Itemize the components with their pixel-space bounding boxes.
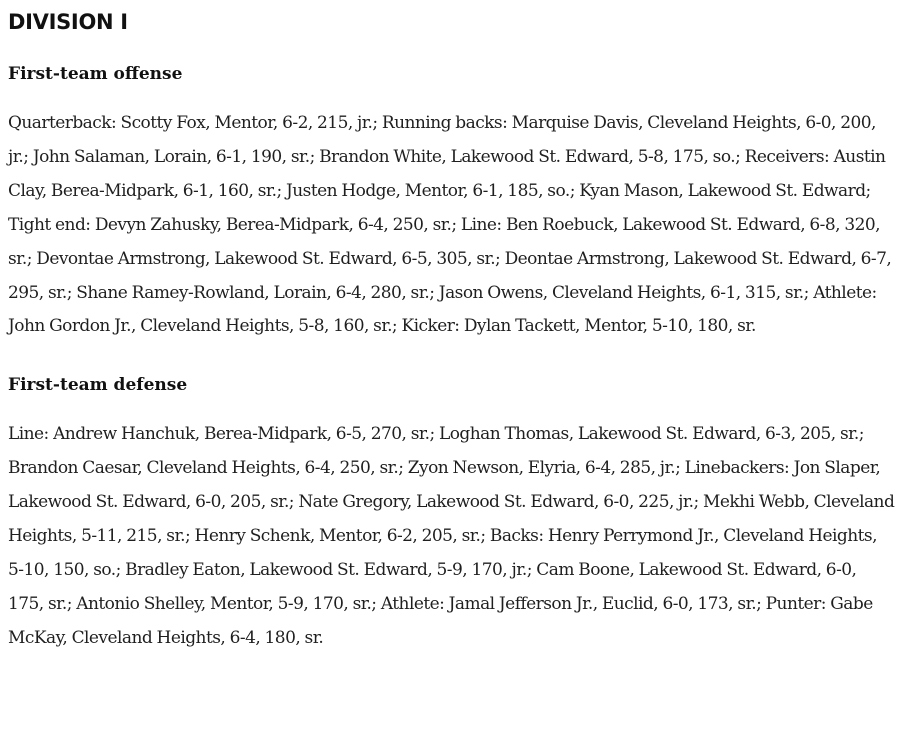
division-title: DIVISION I (8, 10, 128, 34)
offense-roster-text: Quarterback: Scotty Fox, Mentor, 6-2, 215, jr.; Running backs: Marquise Davis, Cleveland Heights, 6-0, 200, jr.; John Salaman, Lorain, 6-1, 190, sr.; Brandon White, Lakewood St. Edward, 5-8, 175, so.; Receivers: Austin Clay, Berea-Midpark, 6-1, 160, sr.; Justen Hodge, Mentor, 6-1, 185, so.; Kyan Mason, Lakewood St. Edward; Tight end: Devyn Zahusky, Berea-Midpark, 6-4, 250, sr.; Line: Ben Roebuck, Lakewood St. Edward, 6-8, 320, sr.; Devontae Armstrong, Lakewood St. Edward, 6-5, 305, sr.; Deontae Armstrong, Lakewood St. Edward, 6-7, 295, sr.; Shane Ramey-Rowland, Lorain, 6-4, 280, sr.; Jason Owens, Cleveland Heights, 6-1, 315, sr.; Athlete: John Gordon Jr., Cleveland Heights, 5-8, 160, sr.; Kicker: Dylan Tackett, Mentor, 5-10, 180, sr. (8, 113, 892, 337)
article-content (8, 0, 896, 656)
defense-heading: First-team defense (8, 375, 188, 396)
offense-heading: First-team offense (8, 64, 183, 84)
defense-roster-text: Line: Andrew Hanchuk, Berea-Midpark, 6-5, 270, sr.; Loghan Thomas, Lakewood St. Edward, 6-3, 205, sr.; Brandon Caesar, Cleveland Heights, 6-4, 250, sr.; Zyon Newson, Elyria, 6-4, 285, jr.; Linebackers: Jon Slaper, Lakewood St. Edward, 6-0, 205, sr.; Nate Gregory, Lakewood St. Edward, 6-0, 225, jr.; Mekhi Webb, Cleveland Heights, 5-11, 215, sr.; Henry Schenk, Mentor, 6-2, 205, sr.; Backs: Henry Perrymond Jr., Cleveland Heights, 5-10, 150, so.; Bradley Eaton, Lakewood St. Edward, 5-9, 170, jr.; Cam Boone, Lakewood St. Edward, 6-0, 175, sr.; Antonio Shelley, Mentor, 5-9, 170, sr.; Athlete: Jamal Jefferson Jr., Euclid, 6-0, 173, sr.; Punter: Gabe McKay, Cleveland Heights, 6-4, 180, sr. (8, 424, 895, 648)
